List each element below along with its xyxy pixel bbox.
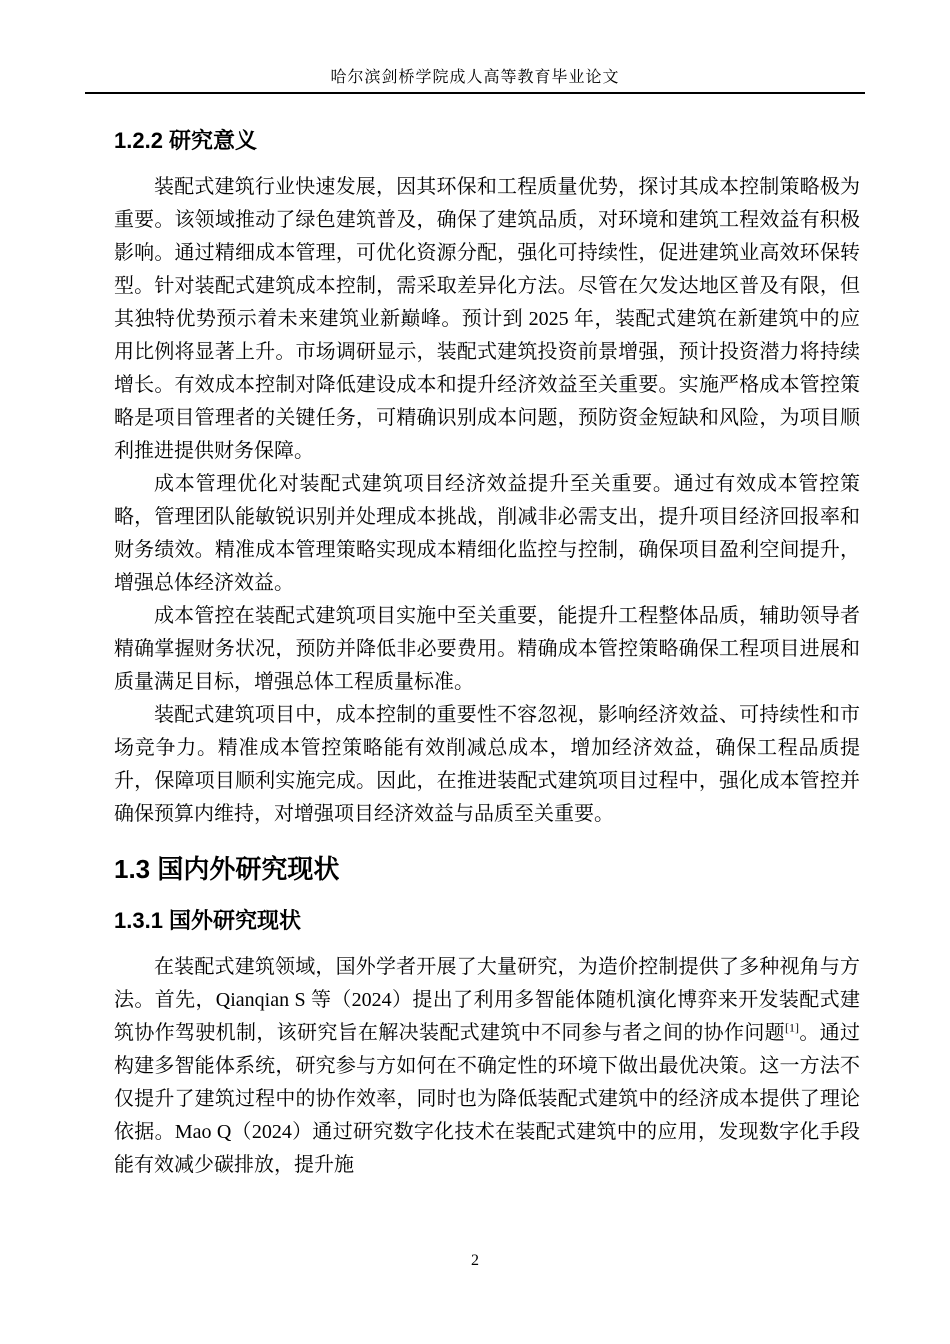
page-number: 2 [471,1252,479,1269]
paragraph-2: 成本管理优化对装配式建筑项目经济效益提升至关重要。通过有效成本管控策略，管理团队能敏锐识别并处理成本挑战，削减非必需支出，提升项目经济回报率和财务绩效。精准成本管理策略实现成本精细化监控与控制，确保项目盈利空间提升，增强总体经济效益。 [114,473,860,594]
section-heading-1-2-2: 1.2.2 研究意义 [114,128,258,153]
paragraph-5-text-after-citation: 。通过构建多智能体系统，研究参与方如何在不确定性的环境下做出最优决策。这一方法不仅提升了建筑过程中的协作效率，同时也为降低装配式建筑中的经济成本提供了理论依据。Mao Q（2024）通过研究数字化技术在装配式建筑中的应用，发现数字化手段能有效减少碳排放，提升施 [114,1022,861,1176]
paragraph-1: 装配式建筑行业快速发展，因其环保和工程质量优势，探讨其成本控制策略极为重要。该领域推动了绿色建筑普及，确保了建筑品质，对环境和建筑工程效益有积极影响。通过精细成本管理，可优化资源分配，强化可持续性，促进建筑业高效环保转型。针对装配式建筑成本控制，需采取差异化方法。尽管在欠发达地区普及有限，但其独特优势预示着未来建筑业新巅峰。预计到 2025 年，装配式建筑在新建筑中的应用比例将显著上升。市场调研显示，装配式建筑投资前景增强，预计投资潜力将持续增长。有效成本控制对降低建设成本和提升经济效益至关重要。实施严格成本管控策略是项目管理者的关键任务，可精确识别成本问题，预防资金短缺和风险，为项目顺利推进提供财务保障。 [114,176,860,462]
header-divider [85,92,865,94]
citation-marker-1: [1] [785,1020,799,1035]
paragraph-4: 装配式建筑项目中，成本控制的重要性不容忽视，影响经济效益、可持续性和市场竞争力。精准成本管控策略能有效削减总成本，增加经济效益，确保工程品质提升，保障项目顺利实施完成。因此，在推进装配式建筑项目过程中，强化成本管控并确保预算内维持，对增强项目经济效益与品质至关重要。 [114,704,860,825]
section-heading-1-3: 1.3 国内外研究现状 [114,854,340,884]
paragraph-5 [114,951,860,1182]
paragraph-5-text-before-citation: 在装配式建筑领域，国外学者开展了大量研究，为造价控制提供了多种视角与方法。首先，Qianqian S 等（2024）提出了利用多智能体随机演化博弈来开发装配式建筑协作驾驶机制，该研究旨在解决装配式建筑中不同参与者之间的协作问题 [114,956,860,1044]
page-content [114,124,860,1182]
paragraph-3: 成本管控在装配式建筑项目实施中至关重要，能提升工程整体品质，辅助领导者精确掌握财务状况，预防并降低非必要费用。精确成本管控策略确保工程项目进展和质量满足目标，增强总体工程质量标准。 [114,605,860,693]
running-header: 哈尔滨剑桥学院成人高等教育毕业论文 [330,69,620,86]
section-heading-1-3-1: 1.3.1 国外研究现状 [114,908,302,933]
